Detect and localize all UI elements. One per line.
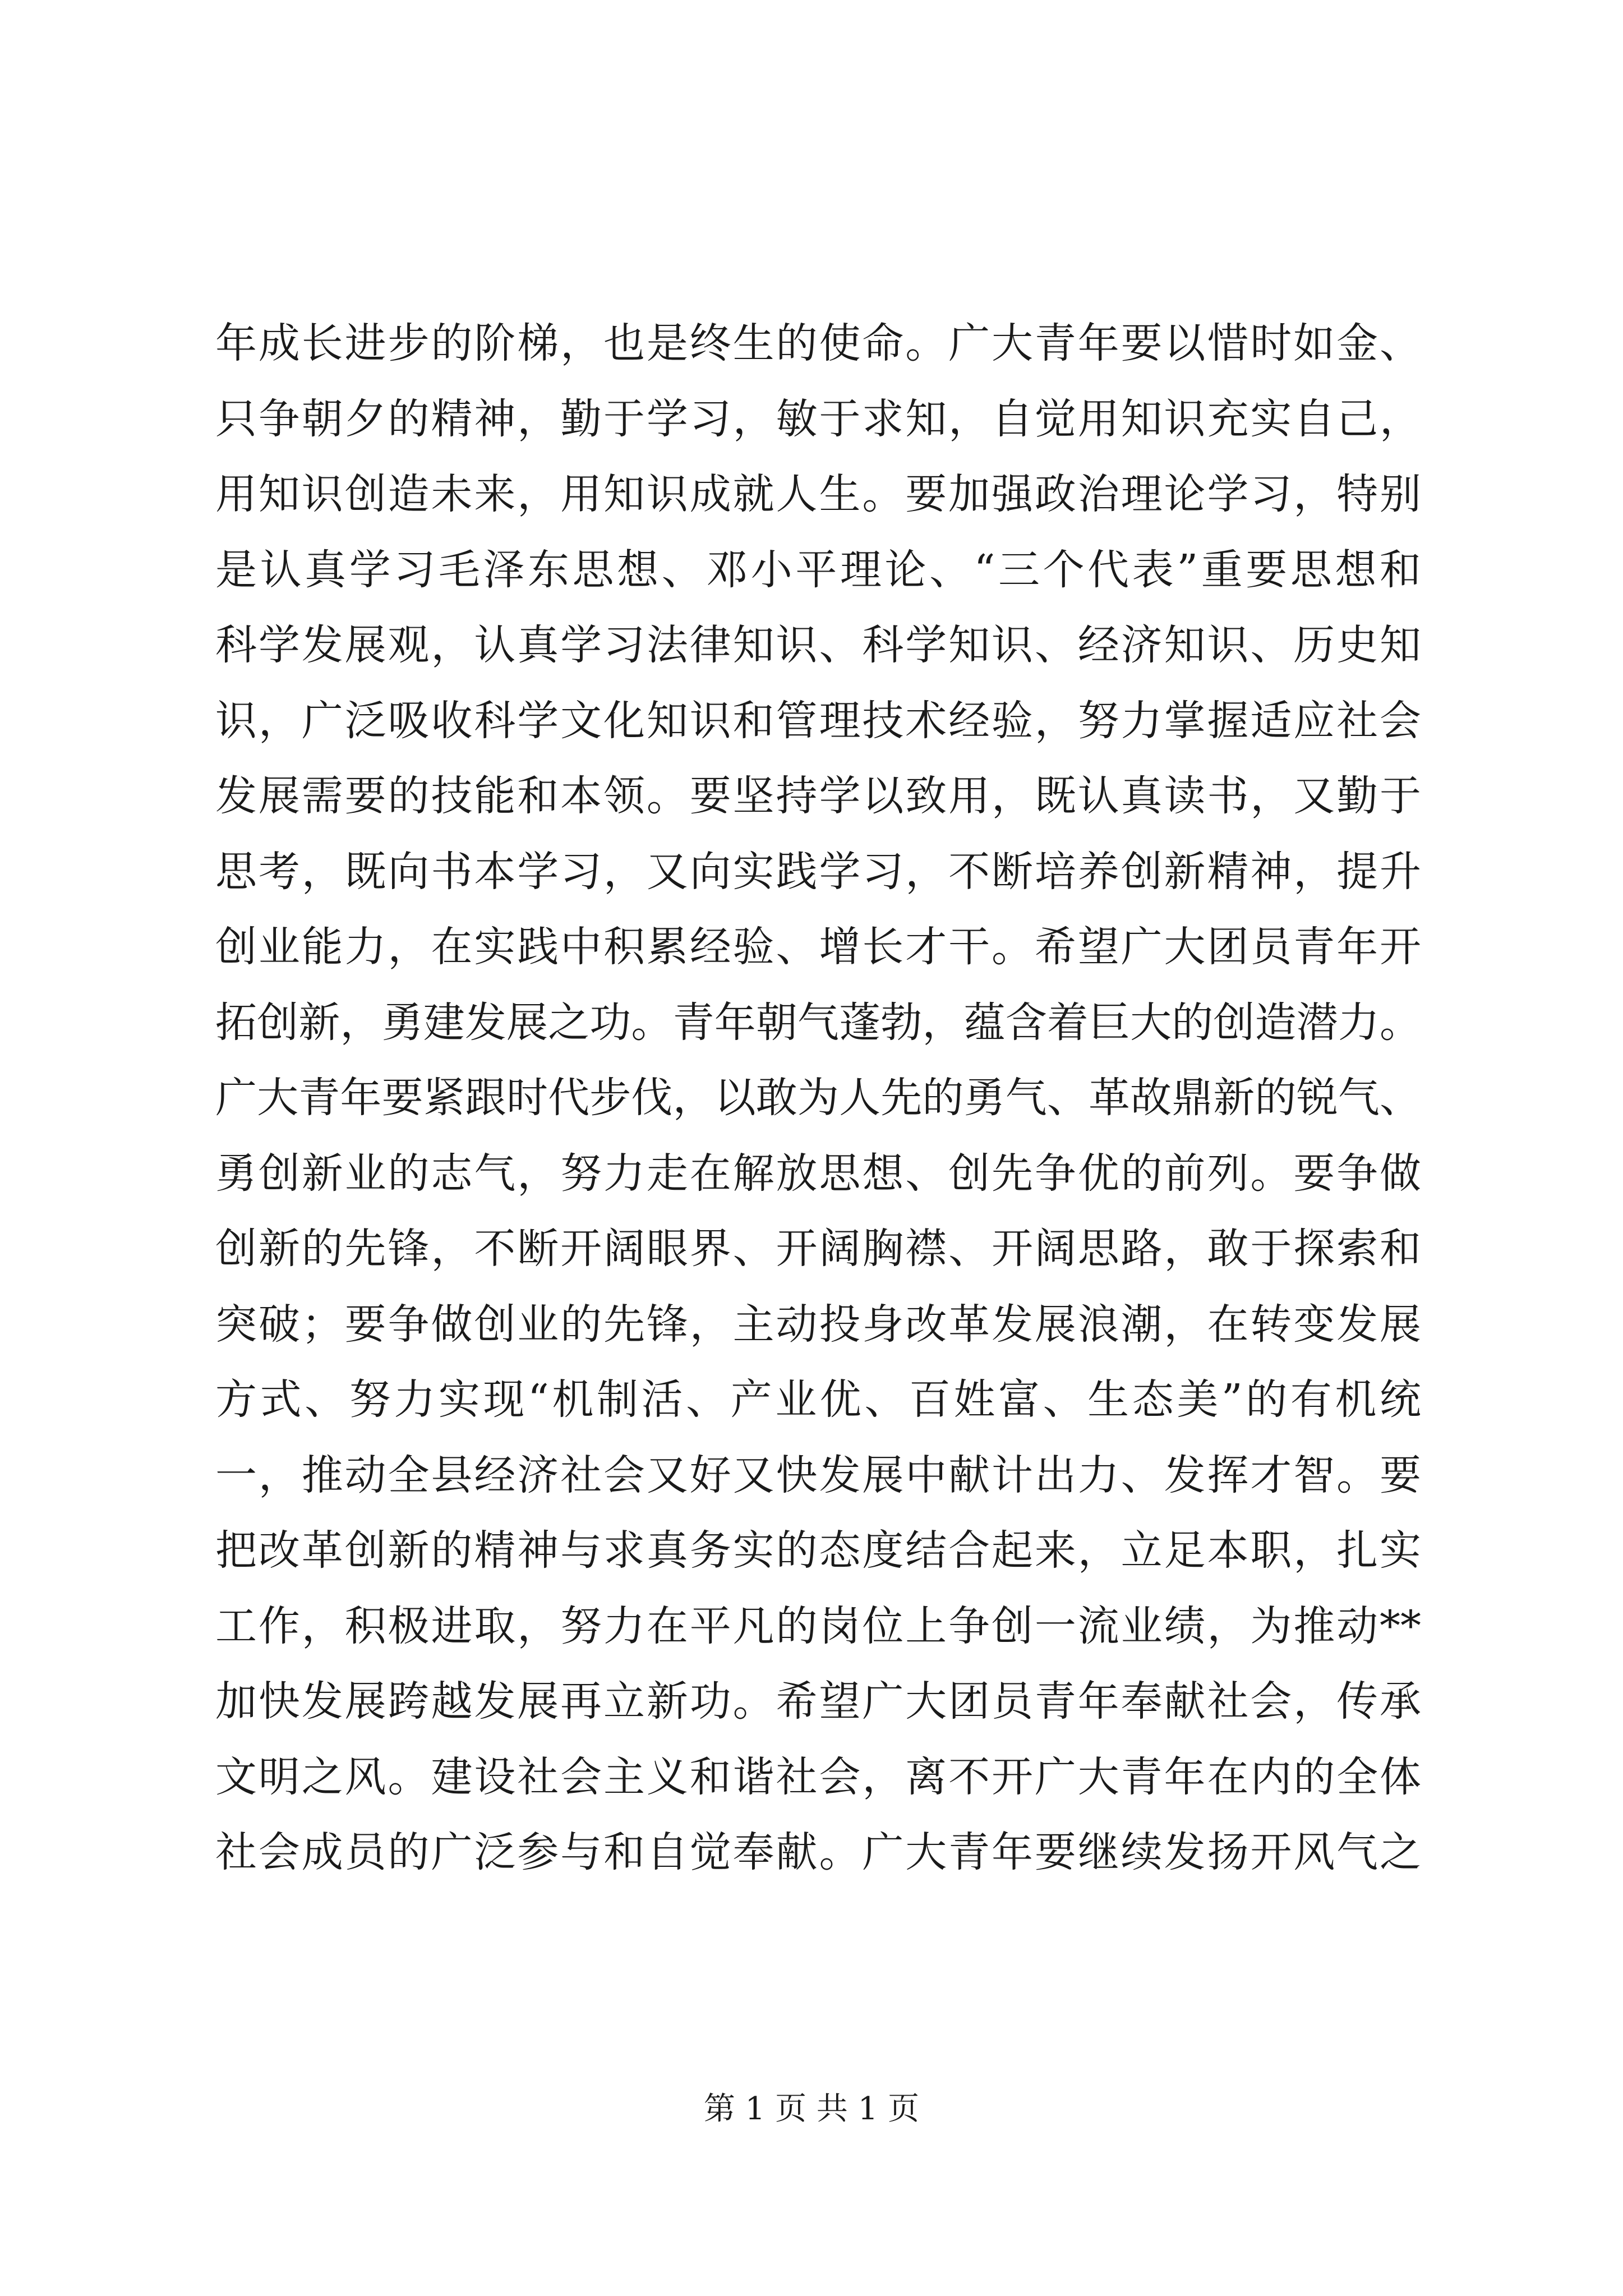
text-line: 年成长进步的阶梯，也是终生的使命。广大青年要以惜时如金、 <box>215 319 1421 367</box>
text-line: 发展需要的技能和本领。要坚持学以致用，既认真读书，又勤于 <box>215 772 1421 820</box>
text-line: 勇创新业的志气，努力走在解放思想、创先争优的前列。要争做 <box>215 1149 1421 1198</box>
text-line: 突破；要争做创业的先锋，主动投身改革发展浪潮，在转变发展 <box>215 1300 1421 1349</box>
text-line: 拓创新，勇建发展之功。青年朝气蓬勃，蕴含着巨大的创造潜力。 <box>215 998 1421 1047</box>
text-line: 创业能力，在实践中积累经验、增长才干。希望广大团员青年开 <box>215 923 1421 971</box>
text-line: 文明之风。建设社会主义和谐社会，离不开广大青年在内的全体 <box>215 1752 1421 1801</box>
text-line: 广大青年要紧跟时代步伐，以敢为人先的勇气、革故鼎新的锐气、 <box>215 1074 1421 1122</box>
text-line: 工作，积极进取，努力在平凡的岗位上争创一流业绩，为推动** <box>215 1602 1421 1650</box>
text-line: 思考，既向书本学习，又向实践学习，不断培养创新精神，提升 <box>215 847 1421 896</box>
text-line: 社会成员的广泛参与和自觉奉献。广大青年要继续发扬开风气之 <box>215 1828 1421 1876</box>
text-line: 只争朝夕的精神，勤于学习，敏于求知，自觉用知识充实自己， <box>215 394 1421 443</box>
text-line: 科学发展观，认真学习法律知识、科学知识、经济知识、历史知 <box>215 621 1421 669</box>
text-line: 识，广泛吸收科学文化知识和管理技术经验，努力掌握适应社会 <box>215 696 1421 745</box>
body-text <box>215 306 1421 1890</box>
text-line: 是认真学习毛泽东思想、邓小平理论、“三个代表”重要思想和 <box>215 545 1421 594</box>
text-line: 方式、努力实现“机制活、产业优、百姓富、生态美”的有机统 <box>215 1375 1421 1424</box>
text-line: 一，推动全县经济社会又好又快发展中献计出力、发挥才智。要 <box>215 1451 1421 1499</box>
text-line: 创新的先锋，不断开阔眼界、开阔胸襟、开阔思路，敢于探索和 <box>215 1225 1421 1273</box>
text-line: 加快发展跨越发展再立新功。希望广大团员青年奉献社会，传承 <box>215 1677 1421 1726</box>
page-number-footer: 第 1 页 共 1 页 <box>703 2091 920 2127</box>
text-line: 用知识创造未来，用知识成就人生。要加强政治理论学习，特别 <box>215 470 1421 518</box>
text-line: 把改革创新的精神与求真务实的态度结合起来，立足本职，扎实 <box>215 1526 1421 1575</box>
